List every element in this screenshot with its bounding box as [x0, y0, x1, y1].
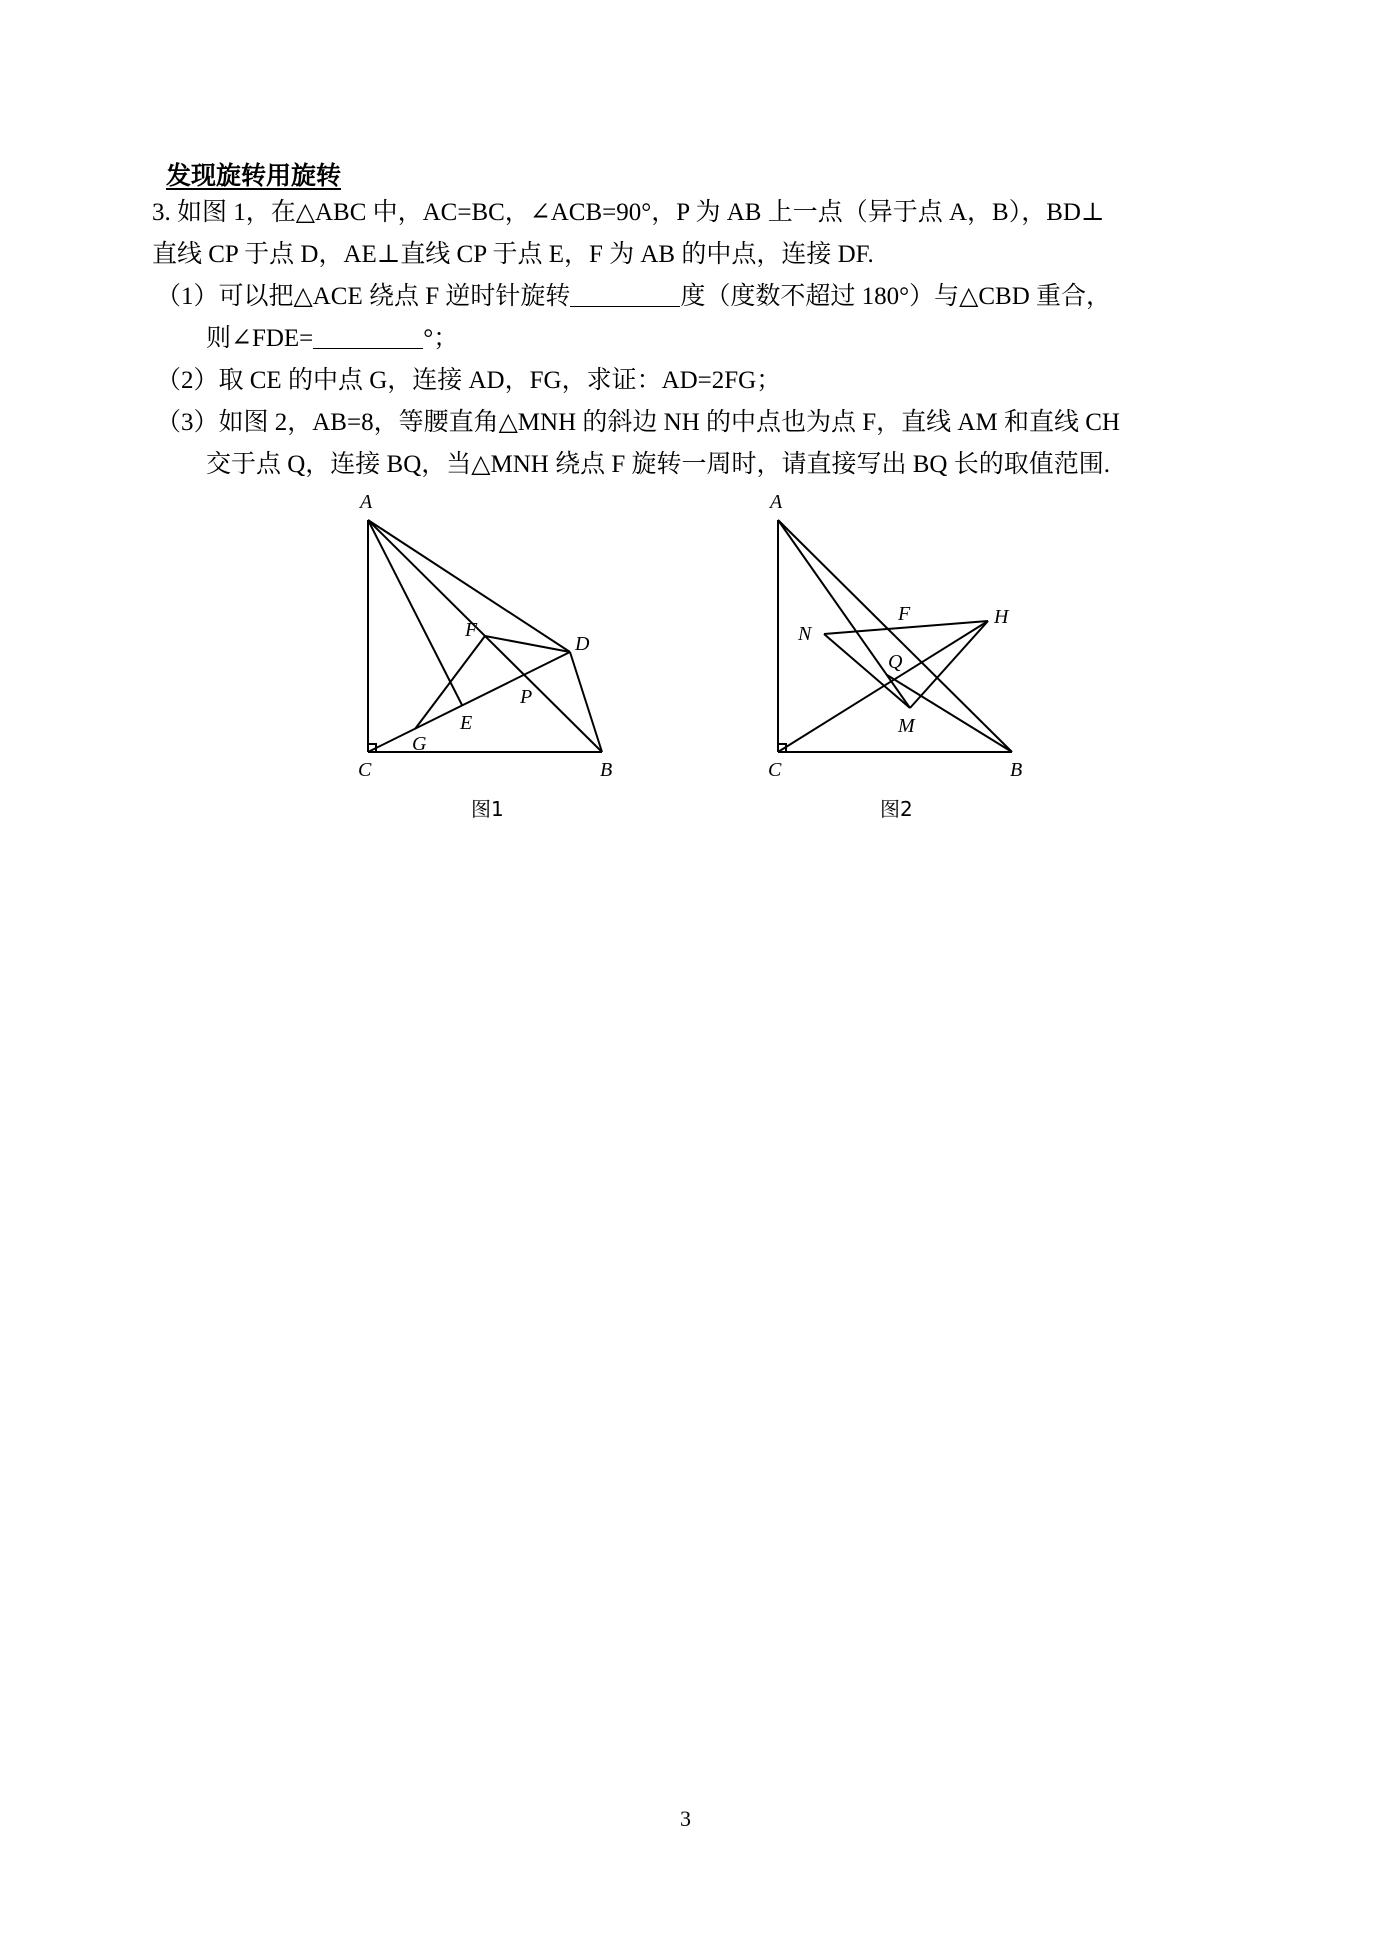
label-g: G: [412, 733, 427, 755]
part-1-line: [156, 282, 1111, 312]
figure-1-caption: 图1: [471, 797, 504, 821]
part-3-line-1: （3）如图 2，AB=8，等腰直角△MNH 的斜边 NH 的中点也为点 F，直线 AM 和直线 CH: [156, 409, 1120, 436]
label-f: F: [898, 603, 911, 625]
answer-blank-2[interactable]: [313, 326, 423, 349]
segment-cd: [368, 652, 570, 752]
problem-line-1: 3. 如图 1，在△ABC 中，AC=BC，∠ACB=90°，P 为 AB 上一点（异于点 A，B），BD⊥: [152, 199, 1105, 226]
segment-am: [778, 520, 910, 708]
figure-1: [350, 490, 650, 790]
answer-blank-1[interactable]: [570, 284, 680, 307]
problem-line-2: 直线 CP 于点 D，AE⊥直线 CP 于点 E，F 为 AB 的中点，连接 DF.: [152, 241, 874, 268]
figure-1-diagram: [350, 490, 650, 790]
label-f: F: [465, 619, 478, 641]
segment-mh: [910, 621, 988, 708]
label-m: M: [898, 715, 915, 737]
label-n: N: [798, 623, 812, 645]
part-1-text-c: 则∠FDE=: [206, 325, 314, 352]
segment-fg: [415, 636, 485, 729]
segment-bq: [887, 675, 1012, 752]
figure-2-diagram: [760, 490, 1060, 790]
part-1-text-a: （1）可以把△ACE 绕点 F 逆时针旋转: [156, 283, 571, 310]
part-2-line: （2）取 CE 的中点 G，连接 AD，FG，求证：AD=2FG；: [156, 367, 782, 394]
part-1-text-d: °；: [423, 325, 459, 352]
page-number: 3: [680, 1806, 691, 1831]
label-h: H: [994, 606, 1009, 628]
label-a: A: [770, 491, 783, 513]
label-b: B: [600, 759, 613, 781]
segment-ae: [368, 520, 462, 705]
label-p: P: [520, 686, 533, 708]
label-e: E: [460, 712, 473, 734]
part-1-text-b: 度（度数不超过 180°）与△CBD 重合，: [680, 283, 1112, 310]
figure-2-caption: 图2: [880, 797, 913, 821]
label-c: C: [768, 759, 782, 781]
label-c: C: [358, 759, 372, 781]
label-d: D: [575, 633, 590, 655]
section-heading: 发现旋转用旋转: [166, 161, 342, 190]
figure-2: [760, 490, 1060, 790]
label-a: A: [360, 491, 373, 513]
part-3-line-2: 交于点 Q，连接 BQ，当△MNH 绕点 F 旋转一周时，请直接写出 BQ 长的取值范围.: [206, 451, 1110, 478]
segment-ab: [778, 520, 1012, 752]
label-b: B: [1010, 759, 1023, 781]
part-1-continuation: [206, 324, 458, 354]
label-q: Q: [888, 651, 903, 673]
